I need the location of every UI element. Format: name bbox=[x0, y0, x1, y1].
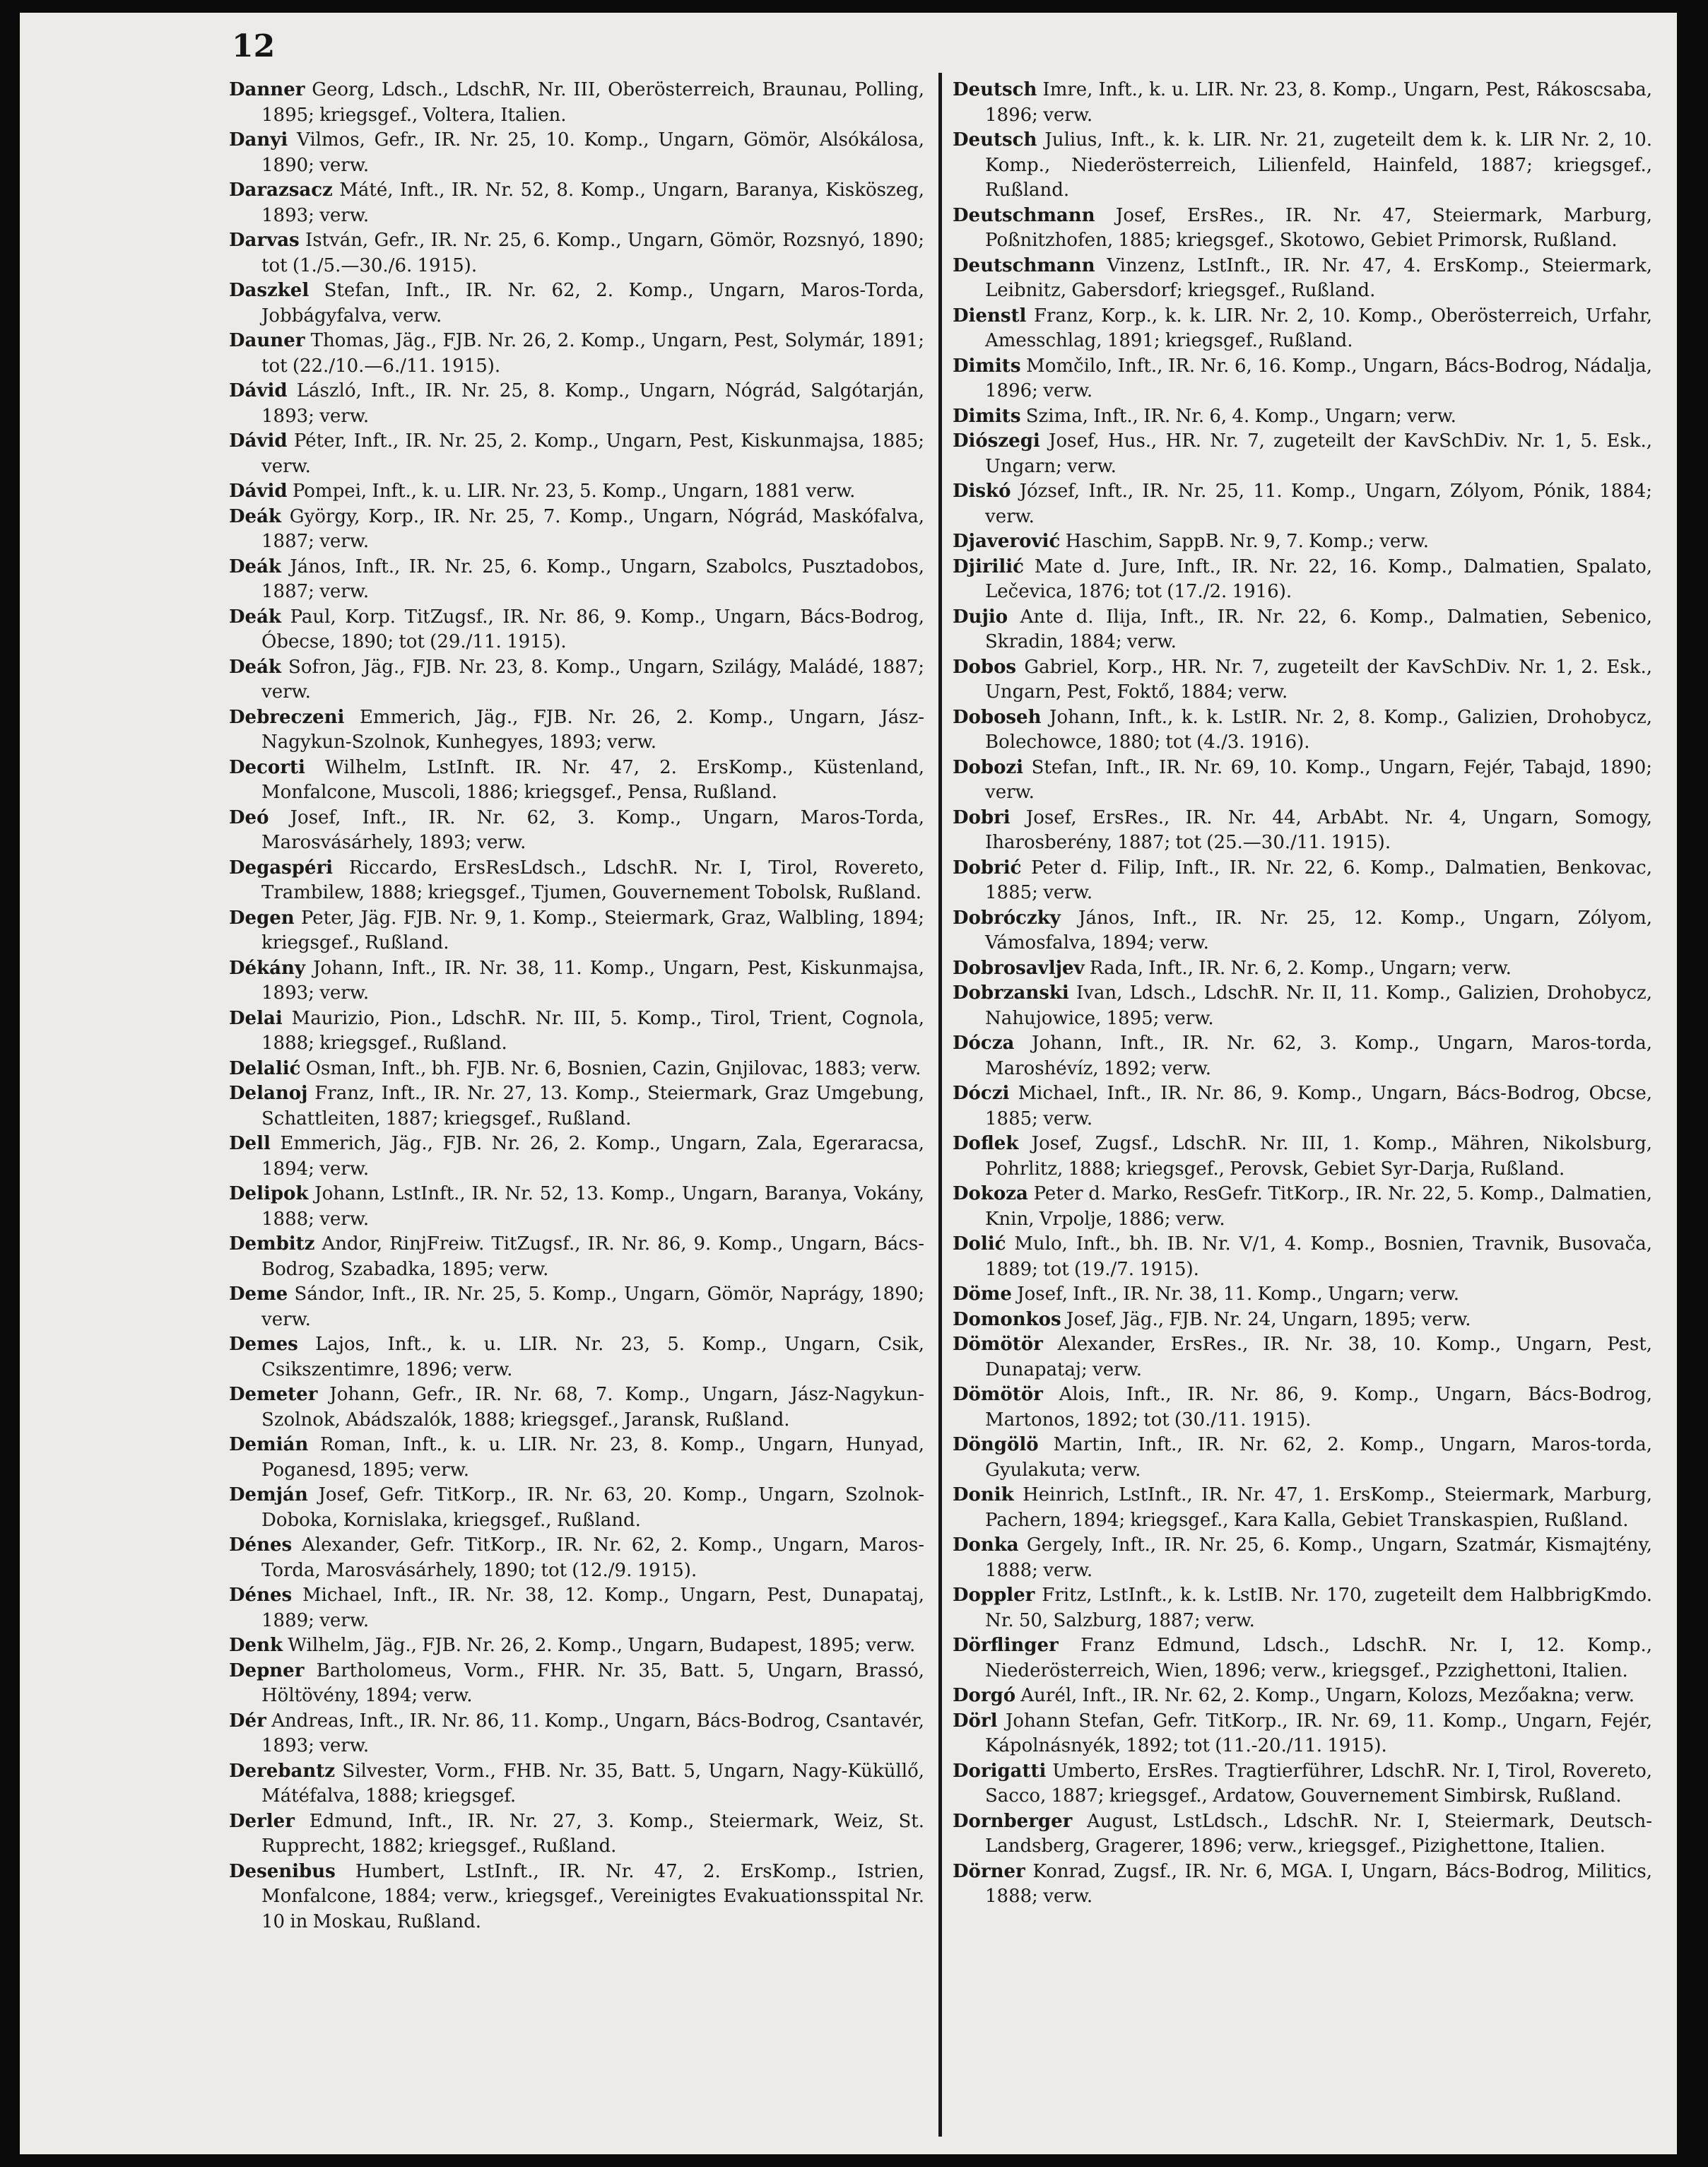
entry-surname: Deák bbox=[229, 606, 281, 628]
entry-surname: Dörflinger bbox=[953, 1635, 1059, 1656]
entry-surname: Deó bbox=[229, 806, 269, 828]
entry-details: Maurizio, Pion., LdschR. Nr. III, 5. Komp., Tirol, Trient, Cognola, 1888; kriegsgef., Rußland. bbox=[261, 1007, 924, 1054]
register-entry bbox=[229, 1332, 924, 1382]
register-entry bbox=[953, 128, 1652, 204]
entry-surname: Djaverović bbox=[953, 531, 1061, 552]
entry-details: Josef, ErsRes., IR. Nr. 47, Steiermark, Marburg, Poßnitzhofen, 1885; kriegsgef., Skotowo, Gebiet Primorsk, Rußland. bbox=[985, 204, 1652, 251]
entry-details: Vilmos, Gefr., IR. Nr. 25, 10. Komp., Ungarn, Gömör, Alsókálosa, 1890; verw. bbox=[261, 129, 924, 176]
entry-details: August, LstLdsch., LdschR. Nr. I, Steiermark, Deutsch-Landsberg, Gragerer, 1896; verw., kriegsgef., Pizighettone, Italien. bbox=[985, 1810, 1652, 1857]
entry-surname: Delanoj bbox=[229, 1083, 308, 1104]
entry-surname: Deutsch bbox=[953, 79, 1037, 100]
entry-surname: Degen bbox=[229, 907, 295, 929]
entry-surname: Domonkos bbox=[953, 1308, 1061, 1330]
register-entry bbox=[953, 1433, 1652, 1483]
register-entry bbox=[229, 429, 924, 479]
entry-details: Mate d. Jure, Inft., IR. Nr. 22, 16. Komp., Dalmatien, Spalato, Lečevica, 1876; tot (17./2. 1916). bbox=[985, 556, 1652, 602]
register-entry bbox=[953, 1583, 1652, 1633]
entry-surname: Dembitz bbox=[229, 1233, 315, 1255]
register-entry bbox=[953, 1533, 1652, 1583]
entry-details: Lajos, Inft., k. u. LIR. Nr. 23, 5. Komp., Ungarn, Csik, Csikszentimre, 1896; verw. bbox=[261, 1334, 924, 1380]
entry-surname: Dömötör bbox=[953, 1334, 1043, 1355]
register-entry bbox=[953, 304, 1652, 354]
entry-details: Franz, Inft., IR. Nr. 27, 13. Komp., Steiermark, Graz Umgebung, Schattleiten, 1887; kriegsgef., Rußland. bbox=[261, 1083, 924, 1129]
entry-surname: Dokoza bbox=[953, 1183, 1028, 1204]
register-entry bbox=[229, 655, 924, 705]
entry-details: Bartholomeus, Vorm., FHR. Nr. 35, Batt. 5, Ungarn, Brassó, Höltövény, 1894; verw. bbox=[261, 1660, 924, 1706]
entry-surname: Demeter bbox=[229, 1384, 318, 1405]
register-entry bbox=[953, 605, 1652, 655]
entry-surname: Deák bbox=[229, 505, 281, 527]
entry-surname: Danner bbox=[229, 79, 305, 100]
entry-surname: Dimits bbox=[953, 355, 1021, 377]
entry-details: Josef, Hus., HR. Nr. 7, zugeteilt der KavSchDiv. Nr. 1, 5. Esk., Ungarn; verw. bbox=[985, 430, 1652, 477]
register-entry bbox=[229, 705, 924, 756]
entry-surname: Dujio bbox=[953, 606, 1008, 628]
entry-details: János, Inft., IR. Nr. 25, 12. Komp., Ungarn, Zólyom, Vámosfalva, 1894; verw. bbox=[985, 907, 1652, 953]
register-entry bbox=[953, 906, 1652, 956]
register-entry bbox=[953, 555, 1652, 605]
register-entry bbox=[953, 1633, 1652, 1684]
register-entry bbox=[953, 529, 1652, 555]
entry-surname: Dornberger bbox=[953, 1810, 1073, 1832]
entry-surname: Deutschmann bbox=[953, 204, 1095, 226]
entry-details: Ivan, Ldsch., LdschR. Nr. II, 11. Komp., Galizien, Drohobycz, Nahujowice, 1895; verw. bbox=[985, 982, 1652, 1029]
entry-surname: Darazsacz bbox=[229, 180, 333, 201]
register-entry bbox=[229, 479, 924, 505]
entry-surname: Dobri bbox=[953, 806, 1011, 828]
register-entry bbox=[953, 254, 1652, 304]
register-entry bbox=[953, 981, 1652, 1031]
entry-surname: Deák bbox=[229, 556, 281, 577]
entry-surname: Deutsch bbox=[953, 129, 1037, 151]
column-divider bbox=[938, 73, 942, 2137]
entry-details: Emmerich, Jäg., FJB. Nr. 26, 2. Komp., Ungarn, Zala, Egeraracsa, 1894; verw. bbox=[261, 1133, 924, 1180]
register-entry bbox=[953, 1182, 1652, 1232]
register-entry bbox=[953, 1759, 1652, 1809]
register-entry bbox=[229, 1382, 924, 1433]
entry-details: Máté, Inft., IR. Nr. 52, 8. Komp., Ungarn, Baranya, Kisköszeg, 1893; verw. bbox=[261, 180, 924, 226]
entry-details: Johann, Gefr., IR. Nr. 68, 7. Komp., Ungarn, Jász-Nagykun-Szolnok, Abádszalók, 1888; kriegsgef., Jaransk, Rußland. bbox=[261, 1384, 924, 1431]
entry-surname: Döngölö bbox=[953, 1434, 1039, 1455]
entry-details: Umberto, ErsRes. Tragtierführer, LdschR. Nr. I, Tirol, Rovereto, Sacco, 1887; kriegsgef., Ardatow, Gouvernement Simbirsk, Rußland. bbox=[985, 1760, 1652, 1807]
entry-surname: Deák bbox=[229, 656, 281, 678]
entry-details: Imre, Inft., k. u. LIR. Nr. 23, 8. Komp., Ungarn, Pest, Rákoscsaba, 1896; verw. bbox=[985, 79, 1652, 126]
register-entry bbox=[229, 78, 924, 128]
register-entry bbox=[229, 1433, 924, 1483]
register-entry bbox=[953, 1132, 1652, 1182]
entry-details: István, Gefr., IR. Nr. 25, 6. Komp., Ungarn, Gömör, Rozsnyó, 1890; tot (1./5.—30./6. 1915). bbox=[261, 230, 924, 276]
entry-surname: Delai bbox=[229, 1007, 283, 1029]
entry-details: Johann, Inft., IR. Nr. 62, 3. Komp., Ungarn, Maros-torda, Maroshévíz, 1892; verw. bbox=[985, 1033, 1652, 1079]
page-number: 12 bbox=[232, 28, 276, 64]
entry-surname: Dávid bbox=[229, 481, 288, 502]
register-entry bbox=[229, 856, 924, 906]
entry-details: Josef, Inft., IR. Nr. 62, 3. Komp., Ungarn, Maros-Torda, Marosvásárhely, 1893; verw. bbox=[261, 806, 924, 853]
register-entry bbox=[229, 1132, 924, 1182]
entry-surname: Dorgó bbox=[953, 1685, 1016, 1706]
register-entry bbox=[229, 1659, 924, 1709]
register-entry bbox=[953, 756, 1652, 806]
entry-details: Josef, ErsRes., IR. Nr. 44, ArbAbt. Nr. 4, Ungarn, Somogy, Iharosberény, 1887; tot (25.—30./11. 1915). bbox=[985, 806, 1652, 853]
entry-surname: Derler bbox=[229, 1810, 295, 1832]
entry-surname: Debreczeni bbox=[229, 706, 345, 728]
entry-surname: Degaspéri bbox=[229, 857, 334, 879]
register-entry bbox=[229, 1282, 924, 1332]
register-entry bbox=[953, 204, 1652, 254]
register-entry bbox=[953, 1081, 1652, 1132]
register-entry bbox=[229, 1081, 924, 1132]
entry-details: János, Inft., IR. Nr. 25, 6. Komp., Ungarn, Szabolcs, Pusztadobos, 1887; verw. bbox=[261, 556, 924, 602]
entry-details: Peter d. Filip, Inft., IR. Nr. 22, 6. Komp., Dalmatien, Benkovac, 1885; verw. bbox=[985, 857, 1652, 903]
entry-surname: Demján bbox=[229, 1484, 308, 1505]
entry-details: Edmund, Inft., IR. Nr. 27, 3. Komp., Steiermark, Weiz, St. Rupprecht, 1882; kriegsgef., Rußland. bbox=[261, 1810, 924, 1857]
register-entry bbox=[953, 1308, 1652, 1333]
entry-surname: Dékány bbox=[229, 957, 305, 979]
entry-details: Aurél, Inft., IR. Nr. 62, 2. Komp., Ungarn, Kolozs, Mezőakna; verw. bbox=[1020, 1685, 1635, 1706]
entry-surname: Derebantz bbox=[229, 1760, 336, 1782]
entry-surname: Dobrzanski bbox=[953, 982, 1069, 1004]
register-entry bbox=[953, 856, 1652, 906]
entry-details: Heinrich, LstInft., IR. Nr. 47, 1. ErsKomp., Steiermark, Marburg, Pachern, 1894; kriegsgef., Kara Kalla, Gebiet Transkaspien, Rußland. bbox=[985, 1484, 1652, 1531]
entry-surname: Dömötör bbox=[953, 1384, 1043, 1405]
entry-details: Andreas, Inft., IR. Nr. 86, 11. Komp., Ungarn, Bács-Bodrog, Csantavér, 1893; verw. bbox=[261, 1710, 924, 1756]
entry-surname: Dimits bbox=[953, 405, 1021, 427]
entry-details: Roman, Inft., k. u. LIR. Nr. 23, 8. Komp., Ungarn, Hunyad, Poganesd, 1895; verw. bbox=[261, 1434, 924, 1481]
entry-surname: Dobrosavljev bbox=[953, 957, 1085, 979]
register-entry bbox=[229, 956, 924, 1006]
register-entry bbox=[953, 1709, 1652, 1759]
register-entry bbox=[229, 1759, 924, 1809]
entry-surname: Doppler bbox=[953, 1585, 1035, 1606]
entry-details: Stefan, Inft., IR. Nr. 69, 10. Komp., Ungarn, Fejér, Tabajd, 1890; verw. bbox=[985, 756, 1652, 803]
entry-surname: Dörner bbox=[953, 1860, 1025, 1882]
entry-details: Franz Edmund, Ldsch., LdschR. Nr. I, 12. Komp., Niederösterreich, Wien, 1896; verw., kriegsgef., Pzzighettoni, Italien. bbox=[985, 1635, 1652, 1681]
register-entry bbox=[953, 479, 1652, 529]
register-entry bbox=[953, 956, 1652, 982]
entry-surname: Denk bbox=[229, 1635, 283, 1656]
register-entry bbox=[229, 1583, 924, 1633]
entry-details: Konrad, Zugsf., IR. Nr. 6, MGA. I, Ungarn, Bács-Bodrog, Militics, 1888; verw. bbox=[985, 1860, 1652, 1907]
register-entry bbox=[953, 1232, 1652, 1282]
entry-details: Emmerich, Jäg., FJB. Nr. 26, 2. Komp., Ungarn, Jász-Nagykun-Szolnok, Kunhegyes, 1893; verw. bbox=[261, 706, 924, 753]
entry-surname: Dénes bbox=[229, 1585, 293, 1606]
entry-details: Josef, Gefr. TitKorp., IR. Nr. 63, 20. Komp., Ungarn, Szolnok-Doboka, Kornislaka, kriegsgef., Rußland. bbox=[261, 1484, 924, 1531]
entry-details: Szima, Inft., IR. Nr. 6, 4. Komp., Ungarn; verw. bbox=[1025, 405, 1456, 427]
entry-details: György, Korp., IR. Nr. 25, 7. Komp., Ungarn, Nógrád, Maskófalva, 1887; verw. bbox=[261, 505, 924, 552]
entry-details: Thomas, Jäg., FJB. Nr. 26, 2. Komp., Ungarn, Pest, Solymár, 1891; tot (22./10.—6./11. 1915). bbox=[261, 330, 924, 377]
register-entry bbox=[229, 555, 924, 605]
register-entry bbox=[229, 178, 924, 228]
entry-surname: Demes bbox=[229, 1334, 298, 1355]
entry-surname: Dienstl bbox=[953, 305, 1027, 327]
register-entry bbox=[229, 1182, 924, 1232]
entry-details: Osman, Inft., bh. FJB. Nr. 6, Bosnien, Cazin, Gnjilovac, 1883; verw. bbox=[305, 1057, 921, 1079]
register-entry bbox=[229, 1057, 924, 1082]
register-entry bbox=[953, 806, 1652, 856]
register-entry bbox=[229, 1809, 924, 1860]
entry-surname: Dávid bbox=[229, 380, 288, 401]
entry-surname: Deme bbox=[229, 1284, 288, 1305]
register-entry bbox=[229, 329, 924, 379]
register-entry bbox=[953, 1684, 1652, 1709]
entry-details: Vinzenz, LstInft., IR. Nr. 47, 4. ErsKomp., Steiermark, Leibnitz, Gabersdorf; kriegsgef., Rußland. bbox=[985, 254, 1652, 301]
entry-surname: Dolić bbox=[953, 1233, 1006, 1255]
register-entry bbox=[229, 228, 924, 278]
register-entry bbox=[953, 404, 1652, 430]
entry-surname: Demián bbox=[229, 1434, 309, 1455]
entry-details: Silvester, Vorm., FHB. Nr. 35, Batt. 5, Ungarn, Nagy-Küküllő, Mátéfalva, 1888; kriegsgef. bbox=[261, 1760, 924, 1807]
register-entry bbox=[229, 1006, 924, 1057]
entry-details: Gabriel, Korp., HR. Nr. 7, zugeteilt der KavSchDiv. Nr. 1, 2. Esk., Ungarn, Pest, Foktő, 1884; verw. bbox=[985, 656, 1652, 703]
register-entry bbox=[229, 806, 924, 856]
entry-details: Josef, Inft., IR. Nr. 38, 11. Komp., Ungarn; verw. bbox=[1017, 1284, 1459, 1305]
entry-surname: Desenibus bbox=[229, 1860, 336, 1882]
document-page bbox=[20, 13, 1677, 2154]
entry-details: Martin, Inft., IR. Nr. 62, 2. Komp., Ungarn, Maros-torda, Gyulakuta; verw. bbox=[985, 1434, 1652, 1481]
entry-surname: Donik bbox=[953, 1484, 1014, 1505]
register-entry bbox=[229, 756, 924, 806]
register-entry bbox=[953, 429, 1652, 479]
register-entry bbox=[229, 278, 924, 329]
entry-details: Andor, RinjFreiw. TitZugsf., IR. Nr. 86, 9. Komp., Ungarn, Bács-Bodrog, Szabadka, 1895; verw. bbox=[261, 1233, 924, 1280]
register-entry bbox=[229, 1232, 924, 1282]
entry-surname: Dobos bbox=[953, 656, 1017, 678]
entry-details: Haschim, SappB. Nr. 9, 7. Komp.; verw. bbox=[1065, 531, 1430, 552]
entry-surname: Daszkel bbox=[229, 280, 310, 301]
entry-details: Johann, LstInft., IR. Nr. 52, 13. Komp., Ungarn, Baranya, Vokány, 1888; verw. bbox=[261, 1183, 924, 1230]
register-entry bbox=[229, 379, 924, 429]
entry-details: Johann, Inft., IR. Nr. 38, 11. Komp., Ungarn, Pest, Kiskunmajsa, 1893; verw. bbox=[261, 957, 924, 1004]
register-entry bbox=[953, 1809, 1652, 1860]
entry-details: Péter, Inft., IR. Nr. 25, 2. Komp., Ungarn, Pest, Kiskunmajsa, 1885; verw. bbox=[261, 430, 924, 477]
register-entry bbox=[953, 354, 1652, 404]
entry-details: Sofron, Jäg., FJB. Nr. 23, 8. Komp., Ungarn, Szilágy, Maládé, 1887; verw. bbox=[261, 656, 924, 703]
register-entry bbox=[953, 1031, 1652, 1081]
entry-surname: Dell bbox=[229, 1133, 271, 1154]
register-entry bbox=[953, 1860, 1652, 1910]
register-entry bbox=[953, 705, 1652, 756]
entry-surname: Diskó bbox=[953, 481, 1011, 502]
entry-details: Peter d. Marko, ResGefr. TitKorp., IR. Nr. 22, 5. Komp., Dalmatien, Knin, Vrpolje, 1886; verw. bbox=[985, 1183, 1652, 1230]
entry-details: Alois, Inft., IR. Nr. 86, 9. Komp., Ungarn, Bács-Bodrog, Martonos, 1892; tot (30./11. 1915). bbox=[985, 1384, 1652, 1431]
entry-surname: Dauner bbox=[229, 330, 305, 351]
entry-surname: Doboseh bbox=[953, 706, 1042, 728]
entry-details: Humbert, LstInft., IR. Nr. 47, 2. ErsKomp., Istrien, Monfalcone, 1884; verw., kriegsgef., Vereinigtes Evakuationsspital Nr. 10 in Moskau, Rußland. bbox=[261, 1860, 924, 1932]
entry-details: Wilhelm, Jäg., FJB. Nr. 26, 2. Komp., Ungarn, Budapest, 1895; verw. bbox=[288, 1635, 916, 1656]
entry-surname: Dénes bbox=[229, 1534, 293, 1556]
entry-details: Pompei, Inft., k. u. LIR. Nr. 23, 5. Komp., Ungarn, 1881 verw. bbox=[292, 481, 856, 502]
entry-details: Franz, Korp., k. k. LIR. Nr. 2, 10. Komp., Oberösterreich, Urfahr, Amesschlag, 1891; kriegsgef., Rußland. bbox=[985, 305, 1652, 351]
entry-surname: Dobozi bbox=[953, 756, 1024, 778]
entry-surname: Dobrić bbox=[953, 857, 1022, 879]
entry-details: László, Inft., IR. Nr. 25, 8. Komp., Ungarn, Nógrád, Salgótarján, 1893; verw. bbox=[261, 380, 924, 427]
entry-surname: Donka bbox=[953, 1534, 1019, 1556]
register-entry bbox=[229, 1533, 924, 1583]
entry-surname: Delipok bbox=[229, 1183, 309, 1204]
entry-details: Johann, Inft., k. k. LstIR. Nr. 2, 8. Komp., Galizien, Drohobycz, Bolechowce, 1880; tot (4./3. 1916). bbox=[985, 706, 1652, 753]
entry-details: Peter, Jäg. FJB. Nr. 9, 1. Komp., Steiermark, Graz, Walbling, 1894; kriegsgef., Rußland. bbox=[261, 907, 924, 953]
entry-surname: Dér bbox=[229, 1710, 266, 1732]
register-entry bbox=[953, 1282, 1652, 1308]
register-entry bbox=[953, 655, 1652, 705]
entry-surname: Decorti bbox=[229, 756, 305, 778]
entry-surname: Delalić bbox=[229, 1057, 301, 1079]
entry-surname: Depner bbox=[229, 1660, 305, 1681]
entry-details: Josef, Zugsf., LdschR. Nr. III, 1. Komp., Mähren, Nikolsburg, Pohrlitz, 1888; kriegsgef., Perovsk, Gebiet Syr-Darja, Rußland. bbox=[985, 1133, 1652, 1180]
register-entry bbox=[953, 1382, 1652, 1433]
entry-surname: Doflek bbox=[953, 1133, 1019, 1154]
entry-details: Gergely, Inft., IR. Nr. 25, 6. Komp., Ungarn, Szatmár, Kismajtény, 1888; verw. bbox=[985, 1534, 1652, 1581]
entry-surname: Diószegi bbox=[953, 430, 1040, 452]
entry-details: Alexander, Gefr. TitKorp., IR. Nr. 62, 2. Komp., Ungarn, Maros-Torda, Marosvásárhely, 1890; tot (12./9. 1915). bbox=[261, 1534, 924, 1581]
entry-details: Ante d. Ilija, Inft., IR. Nr. 22, 6. Komp., Dalmatien, Sebenico, Skradin, 1884; verw. bbox=[985, 606, 1652, 652]
entry-surname: Dörl bbox=[953, 1710, 998, 1732]
entry-surname: Djirilić bbox=[953, 556, 1024, 577]
entry-surname: Danyi bbox=[229, 129, 288, 151]
entry-surname: Döme bbox=[953, 1284, 1012, 1305]
entry-details: Michael, Inft., IR. Nr. 86, 9. Komp., Ungarn, Bács-Bodrog, Obcse, 1885; verw. bbox=[985, 1083, 1652, 1129]
entry-details: Fritz, LstInft., k. k. LstIB. Nr. 170, zugeteilt dem HalbbrigKmdo. Nr. 50, Salzburg, 1887; verw. bbox=[985, 1585, 1652, 1631]
entry-details: Georg, Ldsch., LdschR, Nr. III, Oberösterreich, Braunau, Polling, 1895; kriegsgef., Voltera, Italien. bbox=[261, 79, 924, 126]
entry-surname: Darvas bbox=[229, 230, 300, 251]
register-entry bbox=[229, 605, 924, 655]
entry-details: Sándor, Inft., IR. Nr. 25, 5. Komp., Ungarn, Gömör, Naprágy, 1890; verw. bbox=[261, 1284, 924, 1330]
register-entry bbox=[229, 1709, 924, 1759]
entry-details: Wilhelm, LstInft. IR. Nr. 47, 2. ErsKomp., Küstenland, Monfalcone, Muscoli, 1886; kriegsgef., Pensa, Rußland. bbox=[261, 756, 924, 803]
entry-surname: Dávid bbox=[229, 430, 288, 452]
entry-details: Riccardo, ErsResLdsch., LdschR. Nr. I, Tirol, Rovereto, Trambilew, 1888; kriegsgef., Tjumen, Gouvernement Tobolsk, Rußland. bbox=[261, 857, 924, 903]
entry-details: Stefan, Inft., IR. Nr. 62, 2. Komp., Ungarn, Maros-Torda, Jobbágyfalva, verw. bbox=[261, 280, 924, 327]
entry-details: Johann Stefan, Gefr. TitKorp., IR. Nr. 69, 11. Komp., Ungarn, Fejér, Kápolnásnyék, 1892; tot (11.-20./11. 1915). bbox=[985, 1710, 1652, 1756]
entry-surname: Dobróczky bbox=[953, 907, 1061, 929]
entry-details: Paul, Korp. TitZugsf., IR. Nr. 86, 9. Komp., Ungarn, Bács-Bodrog, Óbecse, 1890; tot (29./11. 1915). bbox=[261, 606, 924, 652]
entry-surname: Dorigatti bbox=[953, 1760, 1047, 1782]
entry-details: Mulo, Inft., bh. IB. Nr. V/1, 4. Komp., Bosnien, Travnik, Busovača, 1889; tot (19./7. 1915). bbox=[985, 1233, 1652, 1280]
entry-details: Michael, Inft., IR. Nr. 38, 12. Komp., Ungarn, Pest, Dunapataj, 1889; verw. bbox=[261, 1585, 924, 1631]
register-entry bbox=[229, 1483, 924, 1533]
entry-details: Momčilo, Inft., IR. Nr. 6, 16. Komp., Ungarn, Bács-Bodrog, Nádalja, 1896; verw. bbox=[985, 355, 1652, 401]
entry-details: Josef, Jäg., FJB. Nr. 24, Ungarn, 1895; verw. bbox=[1066, 1308, 1471, 1330]
right-column bbox=[953, 78, 1652, 2142]
entry-details: Rada, Inft., IR. Nr. 6, 2. Komp., Ungarn; verw. bbox=[1089, 957, 1512, 979]
register-entry bbox=[229, 1860, 924, 1935]
entry-surname: Deutschmann bbox=[953, 254, 1095, 276]
register-entry bbox=[229, 1633, 924, 1659]
register-entry bbox=[953, 78, 1652, 128]
register-entry bbox=[953, 1332, 1652, 1382]
register-entry bbox=[953, 1483, 1652, 1533]
entry-details: Julius, Inft., k. k. LIR. Nr. 21, zugeteilt dem k. k. LIR Nr. 2, 10. Komp., Niederösterreich, Lilienfeld, Hainfeld, 1887; kriegsgef., Rußland. bbox=[985, 129, 1652, 201]
entry-surname: Dócza bbox=[953, 1033, 1015, 1054]
left-column bbox=[229, 78, 924, 2142]
entry-surname: Dóczi bbox=[953, 1083, 1010, 1104]
entry-details: József, Inft., IR. Nr. 25, 11. Komp., Ungarn, Zólyom, Pónik, 1884; verw. bbox=[985, 481, 1652, 527]
register-entry bbox=[229, 128, 924, 178]
entry-details: Alexander, ErsRes., IR. Nr. 38, 10. Komp., Ungarn, Pest, Dunapataj; verw. bbox=[985, 1334, 1652, 1380]
register-entry bbox=[229, 505, 924, 555]
register-entry bbox=[229, 906, 924, 956]
